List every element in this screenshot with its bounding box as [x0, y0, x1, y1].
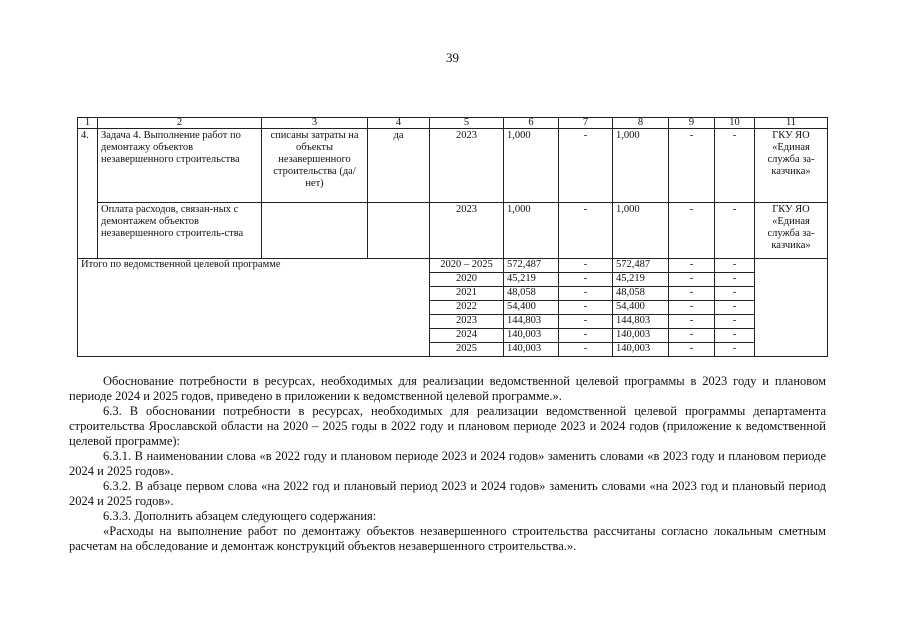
local-cell: -: [669, 329, 715, 343]
regional-cell: 144,803: [613, 315, 669, 329]
local-cell: -: [669, 315, 715, 329]
header-cell: 8: [613, 118, 669, 129]
total-cell: 1,000: [504, 129, 559, 203]
other-cell: -: [715, 273, 755, 287]
period-cell: 2021: [430, 287, 504, 301]
total-cell: 140,003: [504, 329, 559, 343]
empty-cell: [262, 203, 368, 259]
period-cell: 2020: [430, 273, 504, 287]
expense-row: [78, 203, 828, 259]
period-cell: 2022: [430, 301, 504, 315]
regional-cell: 48,058: [613, 287, 669, 301]
totals-label: Итого по ведомственной целевой программе: [78, 259, 430, 357]
period-cell: 2020 – 2025: [430, 259, 504, 273]
empty-cell: [755, 259, 828, 357]
total-cell: 45,219: [504, 273, 559, 287]
executor-cell: ГКУ ЯО «Единая служба за-казчика»: [755, 129, 828, 203]
header-cell: 5: [430, 118, 504, 129]
total-cell: 48,058: [504, 287, 559, 301]
header-row: [78, 118, 828, 129]
paragraph: 6.3. В обосновании потребности в ресурсах, необходимых для реализации ведомственной целевой программы департамента строительства Ярославской области на 2020 – 2025 годы в 2022 году и плановом периоде 2023 и 2024 годов (приложение к ведомственной целевой программе):: [69, 404, 826, 448]
year-cell: 2023: [430, 129, 504, 203]
total-cell: 144,803: [504, 315, 559, 329]
federal-cell: -: [559, 129, 613, 203]
executor-cell: ГКУ ЯО «Единая служба за-казчика»: [755, 203, 828, 259]
other-cell: -: [715, 301, 755, 315]
other-cell: -: [715, 287, 755, 301]
regional-cell: 54,400: [613, 301, 669, 315]
local-cell: -: [669, 301, 715, 315]
total-cell: 572,487: [504, 259, 559, 273]
paragraph: 6.3.2. В абзаце первом слова «на 2022 год и плановый период 2023 и 2024 годов» заменить словами «на 2023 год и плановый период 2024 и 2025 годов».: [69, 479, 826, 508]
indicator-name: списаны затраты на объекты незавершенного строительства (да/нет): [262, 129, 368, 203]
period-cell: 2024: [430, 329, 504, 343]
task-row: [78, 129, 828, 203]
row-number: 4.: [78, 129, 98, 259]
regional-cell: 1,000: [613, 129, 669, 203]
regional-cell: 140,003: [613, 343, 669, 357]
other-cell: -: [715, 329, 755, 343]
federal-cell: -: [559, 287, 613, 301]
body-text: [69, 374, 826, 554]
header-cell: 1: [78, 118, 98, 129]
other-cell: -: [715, 203, 755, 259]
local-cell: -: [669, 287, 715, 301]
page-number: 39: [446, 50, 459, 65]
regional-cell: 45,219: [613, 273, 669, 287]
header-cell: 7: [559, 118, 613, 129]
other-cell: -: [715, 343, 755, 357]
local-cell: -: [669, 203, 715, 259]
header-cell: 9: [669, 118, 715, 129]
indicator-value: да: [368, 129, 430, 203]
paragraph: Обоснование потребности в ресурсах, необходимых для реализации ведомственной целевой программы в 2023 году и плановом периоде 2024 и 2025 годов, приведено в приложении к ведомственной целевой программе.».: [69, 374, 826, 403]
federal-cell: -: [559, 301, 613, 315]
local-cell: -: [669, 129, 715, 203]
federal-cell: -: [559, 203, 613, 259]
other-cell: -: [715, 259, 755, 273]
header-cell: 11: [755, 118, 828, 129]
expense-name: Оплата расходов, связан-ных с демонтажем объектов незавершенного строитель-ства: [98, 203, 262, 259]
header-cell: 4: [368, 118, 430, 129]
total-cell: 54,400: [504, 301, 559, 315]
regional-cell: 140,003: [613, 329, 669, 343]
task-name: Задача 4. Выполнение работ по демонтажу объектов незавершенного строительства: [98, 129, 262, 203]
empty-cell: [368, 203, 430, 259]
header-cell: 10: [715, 118, 755, 129]
regional-cell: 572,487: [613, 259, 669, 273]
other-cell: -: [715, 129, 755, 203]
other-cell: -: [715, 315, 755, 329]
year-cell: 2023: [430, 203, 504, 259]
totals-row: [78, 259, 828, 273]
header-cell: 3: [262, 118, 368, 129]
period-cell: 2025: [430, 343, 504, 357]
paragraph: «Расходы на выполнение работ по демонтажу объектов незавершенного строительства рассчитаны согласно локальным сметным расчетам на обследование и демонтаж конструкций объектов незавершенного строительства.».: [69, 524, 826, 553]
local-cell: -: [669, 259, 715, 273]
header-cell: 6: [504, 118, 559, 129]
program-table: [77, 117, 828, 357]
local-cell: -: [669, 343, 715, 357]
period-cell: 2023: [430, 315, 504, 329]
regional-cell: 1,000: [613, 203, 669, 259]
federal-cell: -: [559, 315, 613, 329]
federal-cell: -: [559, 343, 613, 357]
local-cell: -: [669, 273, 715, 287]
federal-cell: -: [559, 273, 613, 287]
total-cell: 140,003: [504, 343, 559, 357]
federal-cell: -: [559, 259, 613, 273]
total-cell: 1,000: [504, 203, 559, 259]
federal-cell: -: [559, 329, 613, 343]
paragraph: 6.3.1. В наименовании слова «в 2022 году и плановом периоде 2023 и 2024 годов» заменить словами «в 2023 году и плановом периоде 2024 и 2025 годов».: [69, 449, 826, 478]
header-cell: 2: [98, 118, 262, 129]
paragraph: 6.3.3. Дополнить абзацем следующего содержания:: [103, 509, 377, 523]
